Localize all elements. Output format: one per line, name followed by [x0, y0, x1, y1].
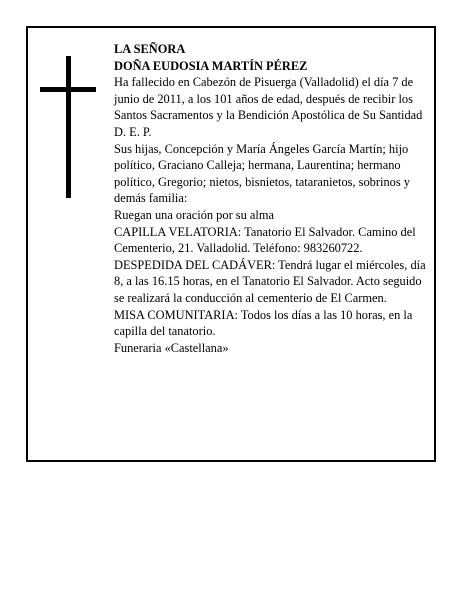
notice-text — [114, 41, 426, 356]
prayer-request: Ruegan una oración por su alma — [114, 207, 274, 222]
notice-title: LA SEÑORA — [114, 42, 186, 56]
funeral-home: Funeraria «Castellana» — [114, 340, 229, 355]
rip-line: D. E. P. — [114, 124, 152, 139]
obituary-notice — [26, 26, 436, 462]
deceased-name: DOÑA EUDOSIA MARTÍN PÉREZ — [114, 58, 308, 73]
cross-icon — [40, 56, 96, 198]
farewell-info: DESPEDIDA DEL CADÁVER: Tendrá lugar el miércoles, día 8, a las 16.15 horas, en el Tanatorio El Salvador. Acto seguido se realizará la conducción al cementerio de El Carmen. — [114, 257, 426, 305]
mass-info: MISA COMUNITARIA: Todos los días a las 10 horas, en la capilla del tanatorio. — [114, 307, 413, 339]
cross-vertical-bar — [66, 56, 71, 198]
cross-horizontal-bar — [40, 87, 96, 92]
death-announcement: Ha fallecido en Cabezón de Pisuerga (Valladolid) el día 7 de junio de 2011, a los 101 años de edad, después de recibir los Santos Sacramentos y la Bendición Apostólica de Su Santidad — [114, 75, 423, 123]
family-list: Sus hijas, Concepción y María Ángeles García Martín; hijo político, Graciano Calleja; hermana, Laurentina; hermano político, Gregorio; nietos, bisnietos, tataranietos, sobrinos y demás familia: — [114, 141, 410, 206]
wake-chapel-info: CAPILLA VELATORIA: Tanatorio El Salvador. Camino del Cementerio, 21. Valladolid. Teléfono: 983260722. — [114, 224, 416, 256]
